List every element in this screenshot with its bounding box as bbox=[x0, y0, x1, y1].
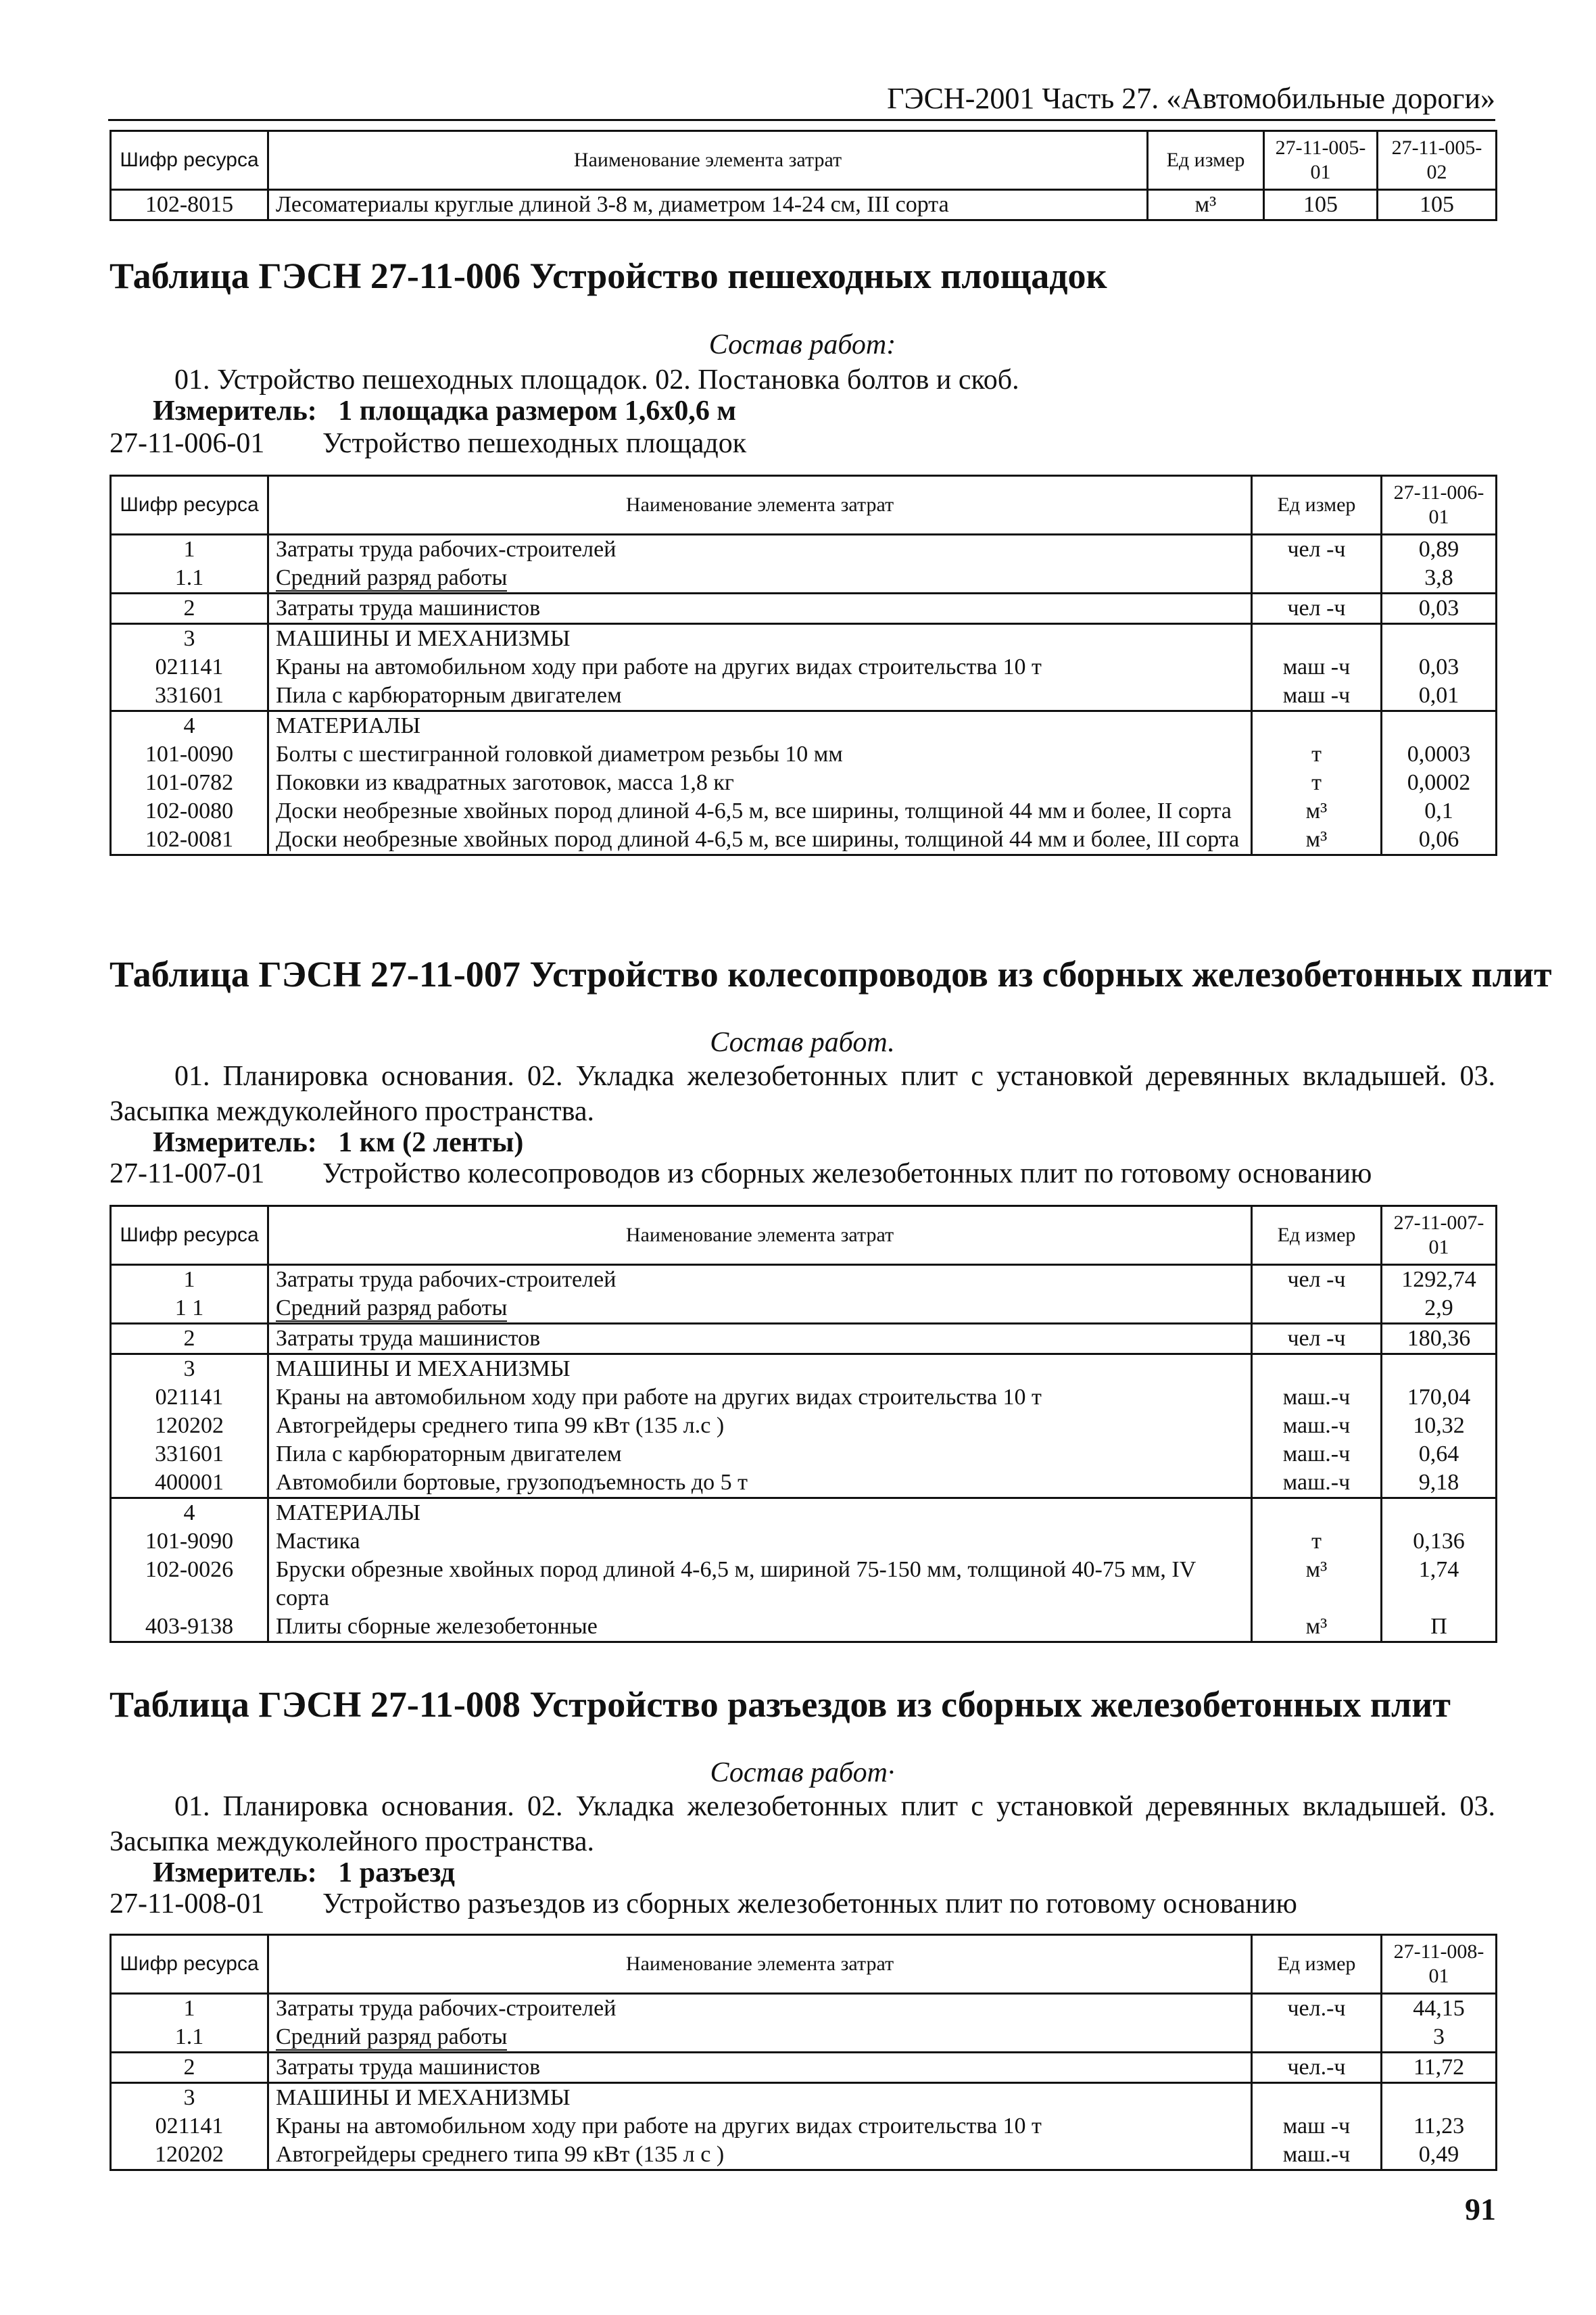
cell-code: 120202 bbox=[111, 1412, 268, 1440]
cell-unit: маш -ч bbox=[1252, 653, 1382, 682]
table-row bbox=[111, 2053, 1497, 2083]
table-row bbox=[111, 1469, 1497, 1498]
cell-code: 102-0026 bbox=[111, 1556, 268, 1613]
cell-code: 102-8015 bbox=[111, 190, 268, 220]
cell-name: Краны на автомобильном ходу при работе на других видах строительства 10 т bbox=[268, 653, 1252, 682]
cell-unit bbox=[1252, 624, 1382, 654]
table-row bbox=[111, 2112, 1497, 2141]
section-heading: МАШИНЫ И МЕХАНИЗМЫ bbox=[268, 2083, 1252, 2113]
table-title-008: Таблица ГЭСН 27-11-008 Устройство разъездов из сборных железобетонных плит bbox=[110, 1684, 1451, 1725]
col-header-value-a: 27-11-005-01 bbox=[1264, 131, 1378, 190]
item-line-008 bbox=[110, 1886, 1297, 1922]
cell-unit: чел -ч bbox=[1252, 535, 1382, 565]
table-row bbox=[111, 624, 1497, 654]
table-row bbox=[111, 1440, 1497, 1469]
cell-name: Краны на автомобильном ходу при работе на других видах строительства 10 т bbox=[268, 1383, 1252, 1412]
cell-name: Затраты труда машинистов bbox=[268, 594, 1252, 624]
cell-value: 10,32 bbox=[1382, 1412, 1497, 1440]
meter-label: Измеритель: bbox=[153, 396, 317, 427]
cell-value: 9,18 bbox=[1382, 1469, 1497, 1498]
resource-table-006 bbox=[110, 475, 1497, 856]
cell-code: 102-0081 bbox=[111, 826, 268, 855]
cell-name: Доски необрезные хвойных пород длиной 4-6,5 м, все ширины, толщиной 44 мм и более, III сорта bbox=[268, 826, 1252, 855]
col-header-value: 27-11-006-01 bbox=[1382, 476, 1497, 535]
cell-code: 101-9090 bbox=[111, 1527, 268, 1556]
table-row bbox=[111, 1265, 1497, 1295]
cell-name: Мастика bbox=[268, 1527, 1252, 1556]
cell-name: Поковки из квадратных заготовок, масса 1,8 кг bbox=[268, 769, 1252, 797]
col-header-name: Наименование элемента затрат bbox=[268, 1206, 1252, 1265]
table-row bbox=[111, 2083, 1497, 2113]
cell-unit bbox=[1252, 2083, 1382, 2113]
cell-name: Автогрейдеры среднего типа 99 кВт (135 л.с ) bbox=[268, 1412, 1252, 1440]
col-header-unit: Ед измер bbox=[1252, 1935, 1382, 1994]
cell-name: Затраты труда машинистов bbox=[268, 2053, 1252, 2083]
cell-unit: маш.-ч bbox=[1252, 1412, 1382, 1440]
cell-code: 1.1 bbox=[111, 2023, 268, 2053]
col-header-value: 27-11-007-01 bbox=[1382, 1206, 1497, 1265]
col-header-unit: Ед измер bbox=[1252, 1206, 1382, 1265]
cell-unit: м³ bbox=[1252, 797, 1382, 826]
cell-value: 1292,74 bbox=[1382, 1265, 1497, 1295]
cell-value: 0,03 bbox=[1382, 594, 1497, 624]
table-row bbox=[111, 1498, 1497, 1528]
cell-unit: чел -ч bbox=[1252, 1265, 1382, 1295]
running-header: ГЭСН-2001 Часть 27. «Автомобильные дороги» bbox=[108, 80, 1495, 121]
cell-code: 4 bbox=[111, 711, 268, 741]
cell-code: 101-0090 bbox=[111, 740, 268, 769]
cell-unit: т bbox=[1252, 740, 1382, 769]
continuation-table bbox=[110, 130, 1497, 221]
cell-value: 0,89 bbox=[1382, 535, 1497, 565]
item-code: 27-11-006-01 bbox=[110, 428, 265, 459]
cell-code: 400001 bbox=[111, 1469, 268, 1498]
table-row bbox=[111, 1994, 1497, 2024]
cell-unit bbox=[1252, 1498, 1382, 1528]
composition-label-007: Состав работ. bbox=[710, 1027, 895, 1058]
cell-name: Затраты труда рабочих-строителей bbox=[268, 535, 1252, 565]
item-name: Устройство колесопроводов из сборных железобетонных плит по готовому основанию bbox=[322, 1158, 1372, 1189]
table-row bbox=[111, 1613, 1497, 1642]
cell-value: П bbox=[1382, 1613, 1497, 1642]
table-title-006: Таблица ГЭСН 27-11-006 Устройство пешеходных площадок bbox=[110, 256, 1107, 296]
table-row bbox=[111, 682, 1497, 711]
cell-value: 0,01 bbox=[1382, 682, 1497, 711]
cell-name bbox=[268, 1294, 1252, 1324]
cell-unit bbox=[1252, 711, 1382, 741]
composition-text-006: 01. Устройство пешеходных площадок. 02. Постановка болтов и скоб. bbox=[174, 364, 1019, 396]
cell-code: 1 bbox=[111, 535, 268, 565]
item-code: 27-11-008-01 bbox=[110, 1888, 265, 1919]
cell-value: 0,0002 bbox=[1382, 769, 1497, 797]
cell-unit: маш.-ч bbox=[1252, 1440, 1382, 1469]
cell-unit: маш.-ч bbox=[1252, 2141, 1382, 2170]
cell-value: 3,8 bbox=[1382, 564, 1497, 594]
item-name: Устройство пешеходных площадок bbox=[322, 428, 747, 459]
cell-unit bbox=[1252, 564, 1382, 594]
cell-code: 1 bbox=[111, 1265, 268, 1295]
cell-name: Пила с карбюраторным двигателем bbox=[268, 1440, 1252, 1469]
cell-code: 1 1 bbox=[111, 1294, 268, 1324]
cell-name-text: Средний разряд работы bbox=[276, 2024, 508, 2049]
cell-unit bbox=[1252, 1354, 1382, 1384]
cell-value: 1,74 bbox=[1382, 1556, 1497, 1613]
cell-code: 102-0080 bbox=[111, 797, 268, 826]
cell-name: Бруски обрезные хвойных пород длиной 4-6,5 м, шириной 75-150 мм, толщиной 40-75 мм, IV сорта bbox=[268, 1556, 1252, 1613]
cell-value: 0,64 bbox=[1382, 1440, 1497, 1469]
col-header-code: Шифр ресурса bbox=[111, 1935, 268, 1994]
cell-name: Болты с шестигранной головкой диаметром резьбы 10 мм bbox=[268, 740, 1252, 769]
resource-table-008 bbox=[110, 1934, 1497, 2171]
cell-code: 3 bbox=[111, 2083, 268, 2113]
cell-value bbox=[1382, 711, 1497, 741]
cell-name: Автогрейдеры среднего типа 99 кВт (135 л с ) bbox=[268, 2141, 1252, 2170]
cell-code: 021141 bbox=[111, 653, 268, 682]
cell-unit bbox=[1252, 1294, 1382, 1324]
cell-unit: м³ bbox=[1148, 190, 1264, 220]
cell-unit: чел -ч bbox=[1252, 594, 1382, 624]
cell-code: 101-0782 bbox=[111, 769, 268, 797]
section-heading: МАТЕРИАЛЫ bbox=[268, 1498, 1252, 1528]
cell-value: 11,23 bbox=[1382, 2112, 1497, 2141]
cell-value: 0,136 bbox=[1382, 1527, 1497, 1556]
meter-008 bbox=[153, 1855, 455, 1890]
meter-label: Измеритель: bbox=[153, 1857, 317, 1888]
item-code: 27-11-007-01 bbox=[110, 1158, 265, 1189]
col-header-name: Наименование элемента затрат bbox=[268, 476, 1252, 535]
col-header-code: Шифр ресурса bbox=[111, 1206, 268, 1265]
cell-value: 3 bbox=[1382, 2023, 1497, 2053]
cell-unit: м³ bbox=[1252, 1613, 1382, 1642]
cell-code: 331601 bbox=[111, 682, 268, 711]
col-header-code: Шифр ресурса bbox=[111, 131, 268, 190]
meter-label: Измеритель: bbox=[153, 1127, 317, 1158]
cell-name: Лесоматериалы круглые длиной 3-8 м, диаметром 14-24 см, III сорта bbox=[268, 190, 1148, 220]
table-row bbox=[111, 594, 1497, 624]
table-row bbox=[111, 564, 1497, 594]
composition-label-008: Состав работ· bbox=[710, 1757, 895, 1788]
cell-value: 2,9 bbox=[1382, 1294, 1497, 1324]
cell-name: Краны на автомобильном ходу при работе на других видах строительства 10 т bbox=[268, 2112, 1252, 2141]
table-row bbox=[111, 1527, 1497, 1556]
cell-name bbox=[268, 2023, 1252, 2053]
item-line-007 bbox=[110, 1156, 1372, 1191]
table-row bbox=[111, 1412, 1497, 1440]
col-header-name: Наименование элемента затрат bbox=[268, 131, 1148, 190]
cell-code: 1 bbox=[111, 1994, 268, 2024]
table-row bbox=[111, 826, 1497, 855]
cell-value bbox=[1382, 2083, 1497, 2113]
item-name: Устройство разъездов из сборных железобетонных плит по готовому основанию bbox=[322, 1888, 1297, 1919]
table-row bbox=[111, 1354, 1497, 1384]
cell-unit: маш -ч bbox=[1252, 2112, 1382, 2141]
cell-name: Затраты труда рабочих-строителей bbox=[268, 1265, 1252, 1295]
section-heading: МАШИНЫ И МЕХАНИЗМЫ bbox=[268, 1354, 1252, 1384]
cell-name: Доски необрезные хвойных пород длиной 4-6,5 м, все ширины, толщиной 44 мм и более, II сорта bbox=[268, 797, 1252, 826]
col-header-code: Шифр ресурса bbox=[111, 476, 268, 535]
composition-text-008: 01. Планировка основания. 02. Укладка железобетонных плит с установкой деревянных вкладышей. 03. Засыпка междуколейного пространства. bbox=[110, 1791, 1495, 1857]
cell-name: Пила с карбюраторным двигателем bbox=[268, 682, 1252, 711]
cell-name-text: Средний разряд работы bbox=[276, 565, 508, 590]
cell-code: 021141 bbox=[111, 1383, 268, 1412]
cell-value bbox=[1382, 624, 1497, 654]
cell-name: Затраты труда машинистов bbox=[268, 1324, 1252, 1354]
table-row bbox=[111, 1294, 1497, 1324]
meter-value: 1 км (2 ленты) bbox=[338, 1127, 524, 1158]
table-title-007: Таблица ГЭСН 27-11-007 Устройство колесопроводов из сборных железобетонных плит bbox=[110, 954, 1552, 995]
meter-007 bbox=[153, 1125, 523, 1160]
cell-code: 2 bbox=[111, 1324, 268, 1354]
table-row bbox=[111, 535, 1497, 565]
meter-value: 1 площадка размером 1,6x0,6 м bbox=[338, 396, 736, 427]
cell-name: Затраты труда рабочих-строителей bbox=[268, 1994, 1252, 2024]
section-heading: МАШИНЫ И МЕХАНИЗМЫ bbox=[268, 624, 1252, 654]
cell-value: 0,0003 bbox=[1382, 740, 1497, 769]
table-row bbox=[111, 1383, 1497, 1412]
table-row bbox=[111, 190, 1497, 220]
table-row bbox=[111, 2141, 1497, 2170]
cell-name-text: Средний разряд работы bbox=[276, 1295, 508, 1320]
cell-value: 170,04 bbox=[1382, 1383, 1497, 1412]
cell-code: 3 bbox=[111, 1354, 268, 1384]
cell-value bbox=[1382, 1354, 1497, 1384]
cell-unit: чел.-ч bbox=[1252, 2053, 1382, 2083]
table-row bbox=[111, 740, 1497, 769]
page-number: 91 bbox=[1465, 2192, 1496, 2226]
composition-label-006: Состав работ: bbox=[708, 329, 896, 360]
cell-code: 3 bbox=[111, 624, 268, 654]
cell-value: 11,72 bbox=[1382, 2053, 1497, 2083]
table-row bbox=[111, 797, 1497, 826]
col-header-name: Наименование элемента затрат bbox=[268, 1935, 1252, 1994]
cell-value: 0,49 bbox=[1382, 2141, 1497, 2170]
cell-code: 403-9138 bbox=[111, 1613, 268, 1642]
cell-code: 1.1 bbox=[111, 564, 268, 594]
cell-value-b: 105 bbox=[1378, 190, 1497, 220]
cell-code: 021141 bbox=[111, 2112, 268, 2141]
table-row bbox=[111, 2023, 1497, 2053]
cell-value: 44,15 bbox=[1382, 1994, 1497, 2024]
cell-unit: маш.-ч bbox=[1252, 1469, 1382, 1498]
cell-value bbox=[1382, 1498, 1497, 1528]
table-row bbox=[111, 769, 1497, 797]
meter-value: 1 разъезд bbox=[338, 1857, 455, 1888]
cell-name bbox=[268, 564, 1252, 594]
col-header-unit: Ед измер bbox=[1148, 131, 1264, 190]
cell-code: 2 bbox=[111, 2053, 268, 2083]
table-row bbox=[111, 711, 1497, 741]
cell-value-a: 105 bbox=[1264, 190, 1378, 220]
cell-code: 4 bbox=[111, 1498, 268, 1528]
composition-text-007: 01. Планировка основания. 02. Укладка железобетонных плит с установкой деревянных вкладышей. 03. Засыпка междуколейного пространства. bbox=[110, 1061, 1495, 1127]
col-header-value: 27-11-008-01 bbox=[1382, 1935, 1497, 1994]
cell-name: Автомобили бортовые, грузоподъемность до 5 т bbox=[268, 1469, 1252, 1498]
item-line-006 bbox=[110, 426, 746, 461]
cell-unit: т bbox=[1252, 769, 1382, 797]
col-header-unit: Ед измер bbox=[1252, 476, 1382, 535]
meter-006 bbox=[153, 393, 736, 429]
cell-unit: маш -ч bbox=[1252, 682, 1382, 711]
section-heading: МАТЕРИАЛЫ bbox=[268, 711, 1252, 741]
cell-value: 180,36 bbox=[1382, 1324, 1497, 1354]
table-row bbox=[111, 1324, 1497, 1354]
cell-unit: м³ bbox=[1252, 826, 1382, 855]
cell-value: 0,03 bbox=[1382, 653, 1497, 682]
cell-unit: чел -ч bbox=[1252, 1324, 1382, 1354]
cell-name: Плиты сборные железобетонные bbox=[268, 1613, 1252, 1642]
cell-value: 0,1 bbox=[1382, 797, 1497, 826]
cell-unit: т bbox=[1252, 1527, 1382, 1556]
resource-table-007 bbox=[110, 1205, 1497, 1643]
cell-code: 331601 bbox=[111, 1440, 268, 1469]
cell-unit bbox=[1252, 2023, 1382, 2053]
cell-value: 0,06 bbox=[1382, 826, 1497, 855]
table-row bbox=[111, 653, 1497, 682]
cell-unit: маш.-ч bbox=[1252, 1383, 1382, 1412]
col-header-value-b: 27-11-005-02 bbox=[1378, 131, 1497, 190]
table-row bbox=[111, 1556, 1497, 1613]
cell-code: 2 bbox=[111, 594, 268, 624]
cell-unit: м³ bbox=[1252, 1556, 1382, 1613]
cell-code: 120202 bbox=[111, 2141, 268, 2170]
cell-unit: чел.-ч bbox=[1252, 1994, 1382, 2024]
